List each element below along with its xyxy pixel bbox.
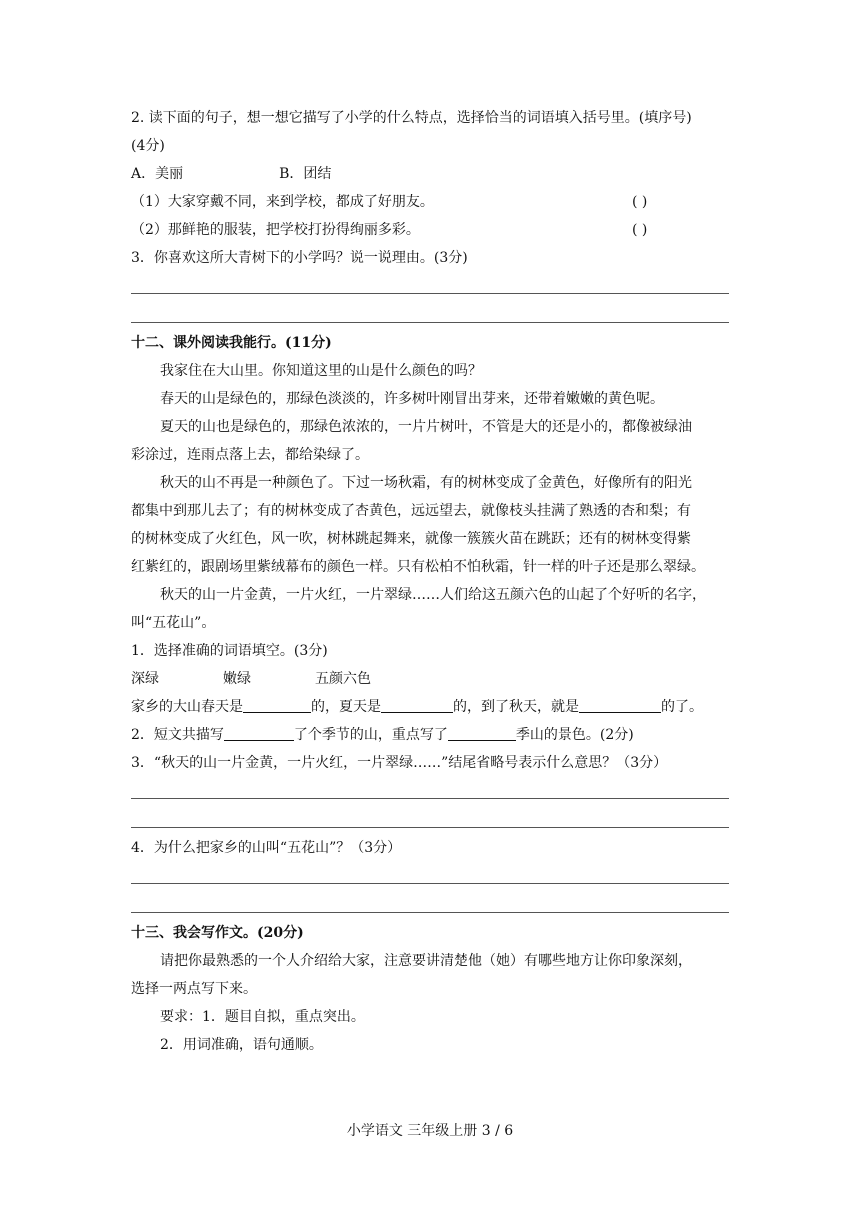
reading-q3-prompt: 3．“秋天的山一片金黄，一片火红，一片翠绿……”结尾省略号表示什么意思？（3分）: [131, 755, 668, 771]
fill-blank[interactable]: [579, 698, 661, 713]
q2-prompt-line1: 2. 读下面的句子，想一想它描写了小学的什么特点，选择恰当的词语填入括号里。(填序号): [131, 110, 692, 126]
passage-paragraph-3-cont: 彩涂过，连雨点落上去，都给染绿了。: [131, 447, 369, 463]
passage-paragraph-3: 夏天的山也是绿色的，那绿色浓浓的，一片片树叶，不管是大的还是小的，都像被绿油: [160, 419, 692, 435]
passage-paragraph-5-cont: 叫“五花山”。: [131, 615, 216, 631]
reading-q1-fill-line: [131, 697, 731, 717]
writing-prompt: 请把你最熟悉的一个人介绍给大家，注意要讲清楚他（她）有哪些地方让你印象深刻，: [160, 953, 692, 969]
fill-text: 家乡的大山春天是: [131, 699, 243, 715]
fill-text: 的了。: [661, 699, 703, 715]
word-option: 嫩绿: [223, 671, 251, 687]
q2-sentence-1: （1）大家穿戴不同，来到学校，都成了好朋友。: [131, 194, 434, 210]
q3-prompt: 3．你喜欢这所大青树下的小学吗？说一说理由。(3分): [131, 250, 468, 266]
fill-text: 了个季节的山，重点写了: [293, 727, 448, 743]
answer-line[interactable]: [131, 322, 729, 323]
passage-paragraph-2: 春天的山是绿色的，那绿色淡淡的，许多树叶刚冒出芽来，还带着嫩嫩的黄色呢。: [160, 391, 664, 407]
q2-prompt-line2: (4分): [131, 138, 165, 154]
q2-options: [131, 164, 731, 184]
option-b: B．团结: [279, 166, 332, 182]
option-a: A．美丽: [131, 166, 184, 182]
answer-line[interactable]: [131, 293, 729, 294]
fill-text: 的，夏天是: [311, 699, 381, 715]
writing-requirement-2: 2．用词准确，语句通顺。: [160, 1037, 323, 1053]
writing-requirement-1: 要求：1．题目自拟，重点突出。: [160, 1009, 365, 1025]
page-footer: 小学语文 三年级上册 3 / 6: [346, 1123, 514, 1139]
passage-paragraph-1: 我家住在大山里。你知道这里的山是什么颜色的吗？: [160, 363, 482, 379]
word-option: 五颜六色: [315, 671, 371, 687]
passage-paragraph-5: 秋天的山一片金黄，一片火红，一片翠绿……人们给这五颜六色的山起了个好听的名字，: [160, 587, 706, 603]
passage-paragraph-4-cont: 红紫红的，跟剧场里紫绒幕布的颜色一样。只有松柏不怕秋霜，针一样的叶子还是那么翠绿。: [131, 559, 705, 575]
fill-text: 2．短文共描写: [131, 727, 224, 743]
word-option: 深绿: [131, 671, 159, 687]
fill-text: 季山的景色。(2分): [515, 727, 634, 743]
answer-line[interactable]: [131, 798, 729, 799]
fill-blank[interactable]: [243, 698, 311, 713]
answer-paren-1[interactable]: ( ): [632, 194, 648, 210]
writing-prompt-cont: 选择一两点写下来。: [131, 981, 257, 997]
answer-line[interactable]: [131, 827, 729, 828]
section-12-title: 十二、课外阅读我能行。(11分): [131, 335, 332, 351]
q2-sentence-2: （2）那鲜艳的服装，把学校打扮得绚丽多彩。: [131, 222, 420, 238]
answer-paren-2[interactable]: ( ): [632, 222, 648, 238]
reading-q1-prompt: 1．选择准确的词语填空。(3分): [131, 643, 328, 659]
fill-blank[interactable]: [448, 726, 516, 741]
passage-paragraph-4: 秋天的山不再是一种颜色了。下过一场秋霜，有的树林变成了金黄色，好像所有的阳光: [160, 475, 692, 491]
fill-blank[interactable]: [381, 698, 453, 713]
passage-paragraph-4-cont: 的树林变成了火红色，风一吹，树林跳起舞来，就像一簇簇火苗在跳跃；还有的树林变得紫: [131, 531, 691, 547]
passage-paragraph-4-cont: 都集中到那儿去了；有的树林变成了杏黄色，远远望去，就像枝头挂满了熟透的杏和梨；有: [131, 503, 691, 519]
reading-q4-prompt: 4．为什么把家乡的山叫“五花山”？（3分）: [131, 840, 402, 856]
section-13-title: 十三、我会写作文。(20分): [131, 925, 304, 941]
reading-q2-line: [131, 725, 731, 745]
fill-text: 的，到了秋天，就是: [453, 699, 579, 715]
answer-line[interactable]: [131, 912, 729, 913]
answer-line[interactable]: [131, 883, 729, 884]
word-bank: [131, 669, 731, 689]
fill-blank[interactable]: [224, 726, 294, 741]
